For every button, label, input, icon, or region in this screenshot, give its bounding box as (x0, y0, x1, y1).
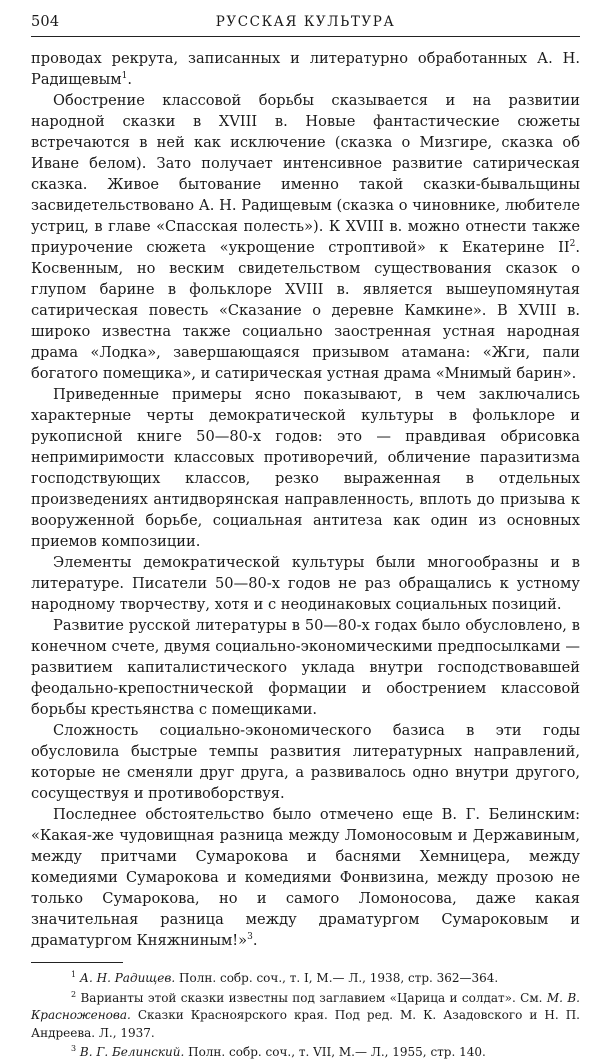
page-number: 504 (31, 14, 60, 30)
paragraph-2-text: Обострение классовой борьбы сказывается и на развитии народной сказки в XVIII в. Новые фантастические сюжеты встречаются в ней как исключение (сказка о Мизгире, сказка об Иване белом). Зато получает интенсивное развитие сатирическая сказка. Живое бытование именно такой сказки-бывальщины засвидетельствовано А. Н. Радищевым (сказка о чиновнике, любителе устриц, в главе «Спасская полесть»). К XVIII в. можно отнести также приурочение сюжета «укрощение строптивой» к Екатерине II (31, 92, 580, 256)
footnote-1-text: Полн. собр. соч., т. I, М.— Л., 1938, стр. 362—364. (175, 971, 499, 985)
paragraph-7-text: Последнее обстоятельство было отмечено еще В. Г. Белинским: «Какая-же чудовищная разница между Ломоносовым и Державиным, между притчами Сумарокова и баснями Хемницера, между комедиями Сумарокова и комедиями Фонвизина, между прозою не только Сумарокова, но и самого Ломоносова, даже какая значительная разница между драматургом Сумароковым и драматургом Княжниным!» (31, 806, 580, 949)
footnote-3-text: Полн. собр. соч., т. VII, М.— Л., 1955, стр. 140. (184, 1045, 486, 1059)
body-text (31, 48, 580, 951)
running-head (31, 14, 580, 37)
paragraph-1-text: проводах рекрута, записанных и литературно обработанных А. Н. Радищевым (31, 50, 580, 88)
footnote-1 (31, 970, 580, 988)
footnote-3 (31, 1044, 580, 1062)
footnote-3-author: В. Г. Белинский. (79, 1045, 185, 1059)
footnote-2-text-a: Варианты этой сказки известны под заглавием «Царица и солдат». См. (76, 990, 547, 1005)
footnote-1-mark: 1 (71, 970, 77, 979)
paragraph-7-end: . (252, 932, 258, 949)
footnote-divider (31, 962, 123, 963)
footnote-2-text-b: Сказки Красноярского края. Под ред. М. К. Азадовского и Н. П. Андреева. Л., 1937. (31, 1008, 580, 1040)
paragraph-2-continued: . Косвенным, но веским свидетельством существования сказок о глупом барине в фольклоре XVIII в. является вышеупомянутая сатирическая повесть «Сказание о деревне Камкине». В XVIII в. широко известна также социально заостренная устная народная драма «Лодка», завершающаяся призывом атамана: «Жги, пали богатого помещика», и сатирическая устная драма «Мнимый барин». (31, 239, 580, 382)
footnote-2 (31, 990, 580, 1043)
footnote-3-mark: 3 (71, 1044, 77, 1053)
footnote-2-mark: 2 (71, 989, 77, 999)
paragraph-3: Приведенные примеры ясно показывают, в чем заключались характерные черты демократической культуры в фольклоре и рукописной книге 50—80-х годов: это — правдивая обрисовка непримиримости классовых противоречий, обличение паразитизма господствующих классов, резко выраженная в отдельных произведениях антидворянская направленность, вплоть до призыва к вооруженной борьбе, социальная антитеза как один из основных приемов композиции. (31, 386, 580, 550)
footnote-ref-1: 1 (121, 71, 128, 82)
paragraph-4: Элементы демократической культуры были многообразны и в литературе. Писатели 50—80-х годов не раз обращались к устному народному творчеству, хотя и с неодинаковых социальных позиций. (31, 554, 580, 613)
paragraph-1-end: . (127, 71, 132, 88)
paragraph-6: Сложность социально-экономического базиса в эти годы обусловила быстрые темпы развития литературных направлений, которые не сменяли друг друга, а развивалось одно внутри другого, сосуществуя и противоборствуя. (31, 722, 580, 802)
paragraph-7 (31, 804, 580, 951)
paragraph-1 (31, 48, 580, 90)
footnote-ref-3: 3 (247, 932, 253, 943)
footnote-ref-2: 2 (569, 239, 576, 250)
footnotes (31, 970, 580, 1062)
running-title: РУССКАЯ КУЛЬТУРА (215, 14, 396, 30)
footnote-2-author: М. В. Красноженова. (31, 990, 580, 1022)
paragraph-5: Развитие русской литературы в 50—80-х годах было обусловлено, в конечном счете, двумя социально-экономическими предпосылками — развитием капиталистического уклада внутри господствовавшей феодально-крепостнической формации и обострением классовой борьбы крестьянства с помещиками. (31, 617, 580, 718)
footnote-1-author: А. Н. Радищев. (79, 971, 176, 985)
paragraph-2 (31, 90, 580, 384)
